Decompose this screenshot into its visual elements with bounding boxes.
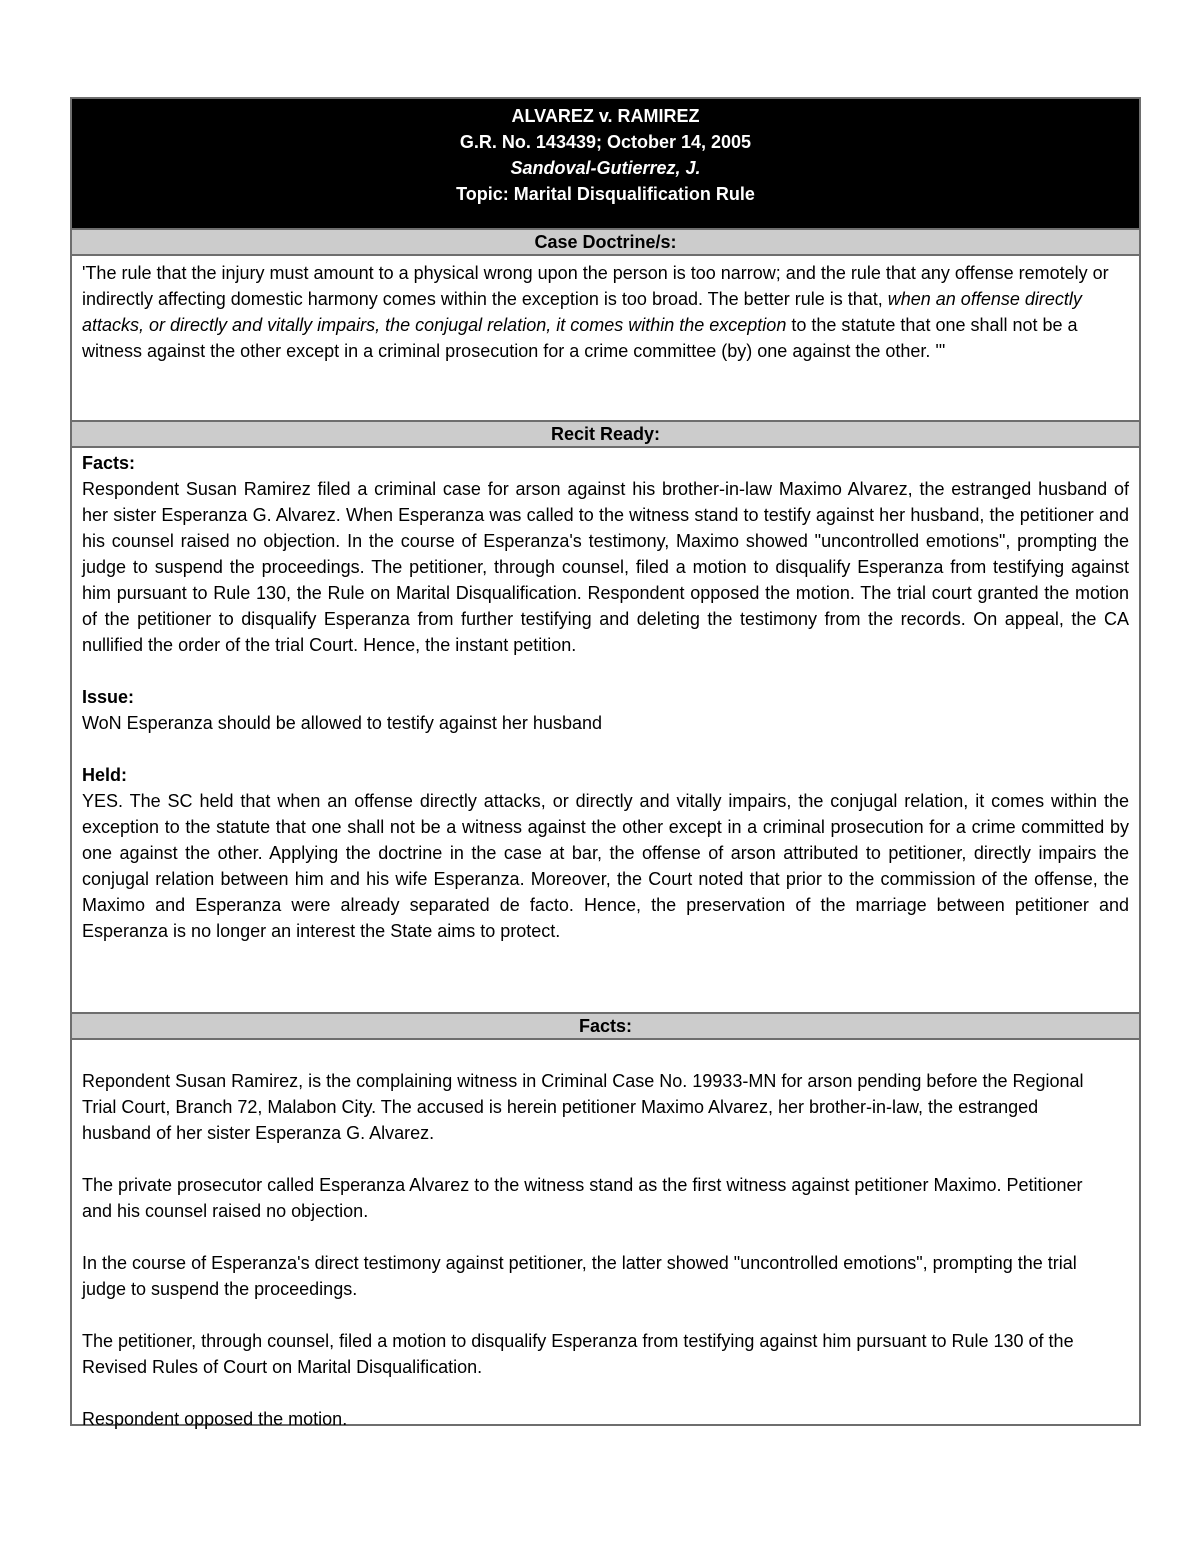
- facts-paragraph: In the course of Esperanza's direct testimony against petitioner, the latter showed "uncontrolled emotions", prompting the trial judge to suspend the proceedings.: [82, 1253, 1077, 1299]
- case-citation: G.R. No. 143439; October 14, 2005: [459, 132, 752, 152]
- facts-section: [72, 1040, 1139, 1429]
- doctrine-heading: Case Doctrine/s:: [72, 228, 1139, 256]
- facts-paragraph: Repondent Susan Ramirez, is the complaining witness in Criminal Case No. 19933-MN for arson pending before the Regional Trial Court, Branch 72, Malabon City. The accused is herein petitioner Maximo Alvarez, her brother-in-law, the estranged husband of her sister Esperanza G. Alvarez.: [82, 1071, 1084, 1143]
- recit-held-text: YES. The SC held that when an offense directly attacks, or directly and vitally impairs, the conjugal relation, it comes within the exception to the statute that one shall not be a witness against the other except in a criminal prosecution for a crime committed by one against the other. Applying the doctrine in the case at bar, the offense of arson attributed to petitioner, directly impairs the conjugal relation between him and his wife Esperanza. Moreover, the Court noted that prior to the commission of the offense, the Maximo and Esperanza were already separated de facto. Hence, the preservation of the marriage between petitioner and Esperanza is no longer an interest the State aims to protect.: [82, 791, 1129, 941]
- doctrine-text-1: 'The rule that the injury must amount to a physical wrong upon the person is too narrow; and the rule that any offense remotely or indirectly affecting domestic harmony comes within the exception is too broad. The better rule is that,: [82, 263, 1109, 309]
- case-topic: Topic: Marital Disqualification Rule: [456, 184, 755, 204]
- ponente: Sandoval-Gutierrez, J.: [510, 158, 701, 178]
- recit-heading: Recit Ready:: [72, 420, 1139, 448]
- facts-heading: Facts:: [72, 1012, 1139, 1040]
- case-header: [72, 99, 1139, 228]
- doctrine-text: [72, 256, 1139, 420]
- facts-paragraph: The petitioner, through counsel, filed a motion to disqualify Esperanza from testifying against him pursuant to Rule 130 of the Revised Rules of Court on Marital Disqualification.: [82, 1331, 1074, 1377]
- recit-facts-label: Facts:: [82, 453, 136, 473]
- recit-facts-text: Respondent Susan Ramirez filed a criminal case for arson against his brother-in-law Maximo Alvarez, the estranged husband of her sister Esperanza G. Alvarez. When Esperanza was called to the witness stand to testify against her husband, the petitioner and his counsel raised no objection. In the course of Esperanza's testimony, Maximo showed "uncontrolled emotions", prompting the judge to suspend the proceedings. The petitioner, through counsel, filed a motion to disqualify Esperanza from testifying against him pursuant to Rule 130, the Rule on Marital Disqualification. Respondent opposed the motion. The trial court granted the motion of the petitioner to disqualify Esperanza from further testifying and deleting the testimony from the records. On appeal, the CA nullified the order of the trial Court. Hence, the instant petition.: [82, 479, 1129, 655]
- case-title: ALVAREZ v. RAMIREZ: [511, 106, 700, 126]
- recit-held-label: Held:: [82, 765, 127, 785]
- recit-issue-label: Issue:: [82, 687, 135, 707]
- facts-paragraph: Respondent opposed the motion.: [82, 1409, 348, 1429]
- recit-section: [72, 448, 1139, 1012]
- facts-paragraph: The private prosecutor called Esperanza Alvarez to the witness stand as the first witness against petitioner Maximo. Petitioner and his counsel raised no objection.: [82, 1175, 1083, 1221]
- doctrine-text-italic: when an offense directly attacks, or directly and vitally impairs, the conjugal relation, it comes within the exception: [82, 289, 1082, 335]
- case-digest-table: [70, 97, 1141, 1429]
- doctrine-text-2: to the statute that one shall not be a witness against the other except in a criminal prosecution for a crime committee (by) one against the other. '": [82, 315, 1078, 361]
- recit-issue-text: WoN Esperanza should be allowed to testify against her husband: [82, 713, 602, 733]
